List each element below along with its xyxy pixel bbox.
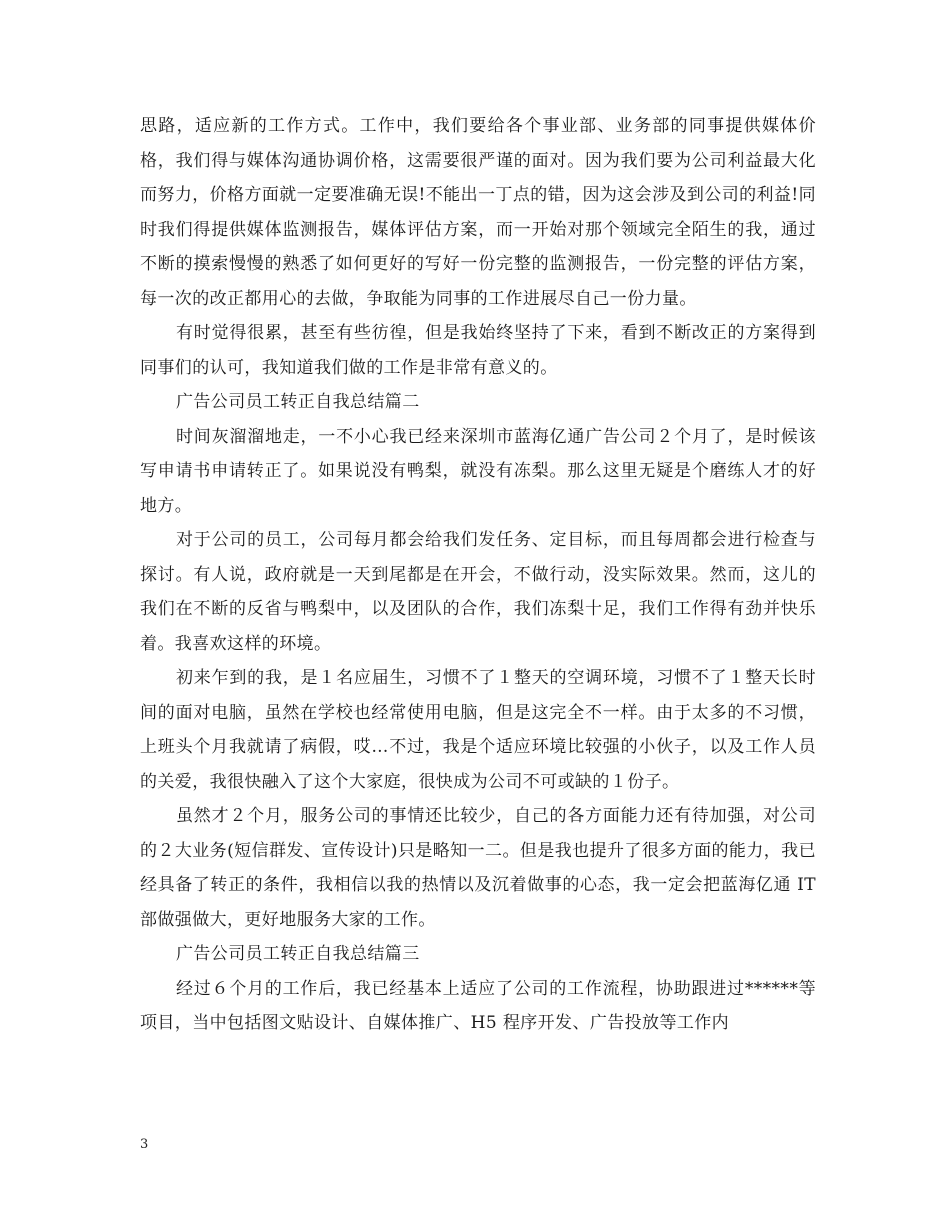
paragraph: 虽然才２个月，服务公司的事情还比较少，自己的各方面能力还有待加强，对公司的２大业务(短信群发、宣传设计)只是略知一二。但是我也提升了很多方面的能力，我已经具备了转正的条件，我相信以我的热情以及沉着做事的心态，我一定会把蓝海亿通 IT 部做强做大，更好地服务大家的工作。 — [140, 806, 816, 930]
page-number: 3 — [140, 1137, 149, 1152]
paragraph: 有时觉得很累，甚至有些彷徨，但是我始终坚持了下来，看到不断改正的方案得到同事们的认可，我知道我们做的工作是非常有意义的。 — [140, 323, 816, 378]
paragraph: 时间灰溜溜地走，一不小心我已经来深圳市蓝海亿通广告公司２个月了，是时候该写申请书申请转正了。如果说没有鸭梨，就没有冻梨。那么这里无疑是个磨练人才的好地方。 — [140, 426, 816, 516]
section-heading: 广告公司员工转正自我总结篇三 — [176, 944, 420, 964]
paragraph: 思路，适应新的工作方式。工作中，我们要给各个事业部、业务部的同事提供媒体价格，我们得与媒体沟通协调价格，这需要很严谨的面对。因为我们要为公司利益最大化而努力，价格方面就一定要准确无误!不能出一丁点的错，因为这会涉及到公司的利益!同时我们得提供媒体监测报告，媒体评估方案，而一开始对那个领域完全陌生的我，通过不断的摸索慢慢的熟悉了如何更好的写好一份完整的监测报告，一份完整的评估方案，每一次的改正都用心的去做，争取能为同事的工作进展尽自己一份力量。 — [140, 116, 816, 309]
section-heading: 广告公司员工转正自我总结篇二 — [176, 392, 420, 412]
document-body — [140, 109, 816, 1041]
paragraph: 对于公司的员工，公司每月都会给我们发任务、定目标，而且每周都会进行检查与探讨。有人说，政府就是一天到尾都是在开会，不做行动，没实际效果。然而，这儿的我们在不断的反省与鸭梨中，以及团队的合作，我们冻梨十足，我们工作得有劲并快乐着。我喜欢这样的环境。 — [140, 530, 816, 654]
paragraph: 经过６个月的工作后，我已经基本上适应了公司的工作流程，协助跟进过******等项目，当中包括图文贴设计、自媒体推广、H5 程序开发、广告投放等工作内 — [140, 978, 816, 1033]
paragraph: 初来乍到的我，是１名应届生，习惯不了１整天的空调环境，习惯不了１整天长时间的面对电脑，虽然在学校也经常使用电脑，但是这完全不一样。由于太多的不习惯，上班头个月我就请了病假，哎…不过，我是个适应环境比较强的小伙子，以及工作人员的关爱，我很快融入了这个大家庭，很快成为公司不可或缺的１份子。 — [140, 668, 816, 792]
